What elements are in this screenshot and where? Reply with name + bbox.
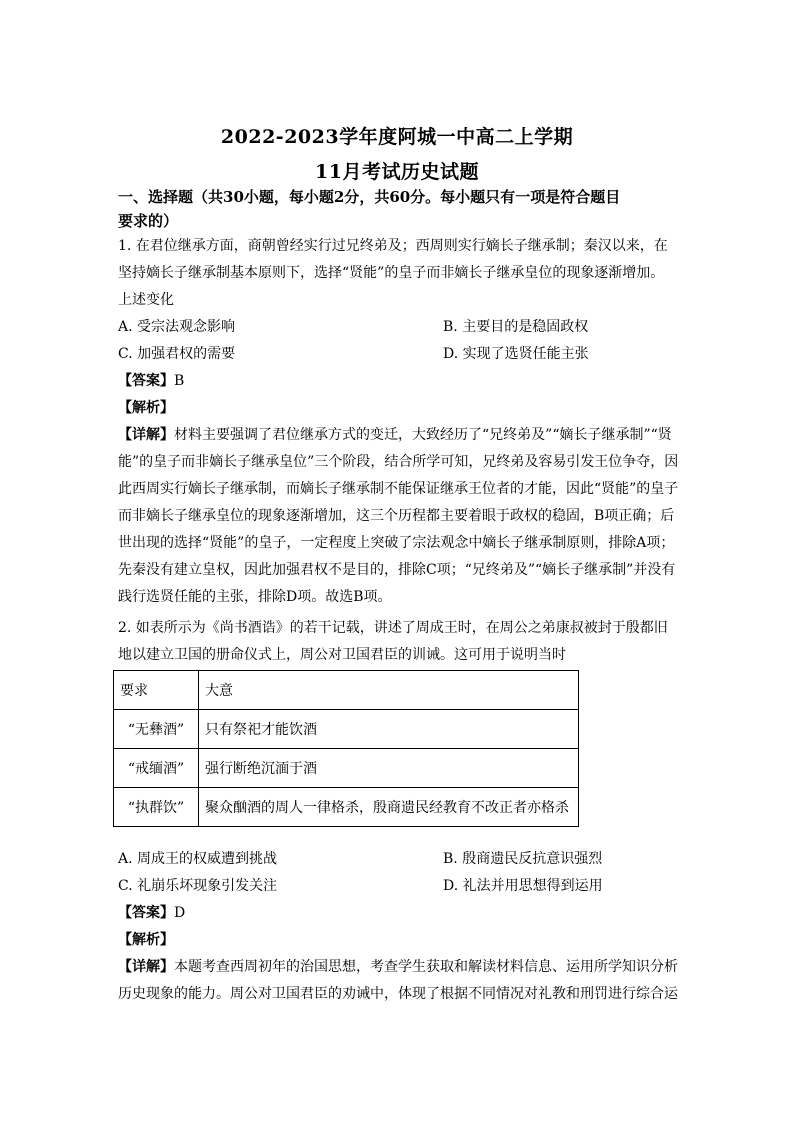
table-cell-requirement: “无彝酒”: [114, 710, 199, 749]
exam-title-line1: 2022-2023学年度阿城一中高二上学期: [220, 126, 574, 148]
table-header-meaning: 大意: [199, 671, 579, 710]
table-row: [114, 788, 579, 827]
q1-detail-line1: [118, 426, 683, 444]
q2-answer-label: 【答案】: [118, 905, 174, 921]
q1-detail-line5: 世出现的选择“贤能”的皇子，一定程度上突破了宗法观念中嫡长子继承制原则，排除A项；: [118, 535, 675, 551]
q2-stem-line1: 2. 如表所示为《尚书酒诰》的若干记载，讲述了周成王时，在周公之弟康叔被封于殷都旧: [118, 620, 668, 636]
q1-answer-value: B: [174, 373, 185, 389]
q1-detail-line7: 践行选贤任能的主张，排除D项。故选B项。: [118, 589, 392, 605]
table-row: [114, 749, 579, 788]
q2-detail-line2: 历史现象的能力。周公对卫国君臣的劝诫中，体现了根据不同情况对礼教和刑罚进行综合运: [118, 986, 678, 1002]
q1-detail-line3: 此西周实行嫡长子继承制，而嫡长子继承制不能保证继承王位者的才能，因此“贤能”的皇子: [118, 481, 679, 497]
q2-table: [113, 670, 579, 827]
table-cell-meaning: 聚众酗酒的周人一律格杀，殷商遗民经教育不改正者亦格杀: [199, 788, 579, 827]
q2-option-a[interactable]: A. 周成王的权威遭到挑战: [118, 851, 278, 867]
q2-detail-label: 【详解】: [118, 959, 174, 975]
q2-option-c[interactable]: C. 礼崩乐坏现象引发关注: [118, 878, 278, 894]
q2-option-d[interactable]: D. 礼法并用思想得到运用: [443, 878, 603, 894]
q1-detail-line2: 能”的皇子而非嫡长子继承皇位”三个阶段，结合所学可知，兄终弟及容易引发王位争夺，因: [118, 454, 679, 470]
q2-detail-text1: 本题考查西周初年的治国思想，考查学生获取和解读材料信息、运用所学知识分析: [174, 959, 678, 975]
q1-option-b[interactable]: B. 主要目的是稳固政权: [443, 319, 589, 335]
section-heading-line2: 要求的）: [118, 212, 179, 230]
table-header-requirement: 要求: [114, 671, 199, 710]
table-row: [114, 710, 579, 749]
q2-answer-value: D: [174, 905, 186, 921]
q1-option-d[interactable]: D. 实现了选贤任能主张: [443, 346, 589, 362]
q1-detail-line4: 而非嫡长子继承皇位的现象逐渐增加，这三个历程都主要着眼于政权的稳固，B项正确；后: [118, 508, 675, 524]
q1-detail-label: 【详解】: [118, 427, 174, 443]
table-cell-meaning: 强行断绝沉湎于酒: [199, 749, 579, 788]
table-cell-requirement: “执群饮”: [114, 788, 199, 827]
q1-detail-text1: 材料主要强调了君位继承方式的变迁，大致经历了“兄终弟及”“嫡长子继承制”“贤: [174, 427, 672, 443]
table-header-row: [114, 671, 579, 710]
q2-analysis-label: 【解析】: [118, 932, 174, 948]
q1-answer-line: [118, 372, 683, 390]
table-cell-meaning: 只有祭祀才能饮酒: [199, 710, 579, 749]
table-cell-requirement: “戒缅酒”: [114, 749, 199, 788]
q1-analysis-label: 【解析】: [118, 400, 174, 416]
q1-stem-line2: 坚持嫡长子继承制基本原则下，选择“贤能”的皇子而非嫡长子继承皇位的现象逐渐增加。: [118, 265, 665, 281]
q2-answer-line: [118, 904, 683, 922]
q1-stem-line3: 上述变化: [118, 292, 174, 308]
q2-detail-line1: [118, 958, 683, 976]
q1-option-a[interactable]: A. 受宗法观念影响: [118, 319, 236, 335]
q1-stem-line1: 1. 在君位继承方面，商朝曾经实行过兄终弟及；西周则实行嫡长子继承制；秦汉以来，在: [118, 238, 668, 254]
exam-title-line2: 11月考试历史试题: [315, 161, 479, 183]
q1-answer-label: 【答案】: [118, 373, 174, 389]
q2-option-b[interactable]: B. 殷商遗民反抗意识强烈: [443, 851, 603, 867]
section-heading-line1: 一、选择题（共30小题，每小题2分，共60分。每小题只有一项是符合题目: [118, 188, 621, 206]
q1-option-c[interactable]: C. 加强君权的需要: [118, 346, 236, 362]
q1-detail-line6: 先秦没有建立皇权，因此加强君权不是目的，排除C项；“兄终弟及”“嫡长子继承制”并没有: [118, 562, 676, 578]
q2-stem-line2: 地以建立卫国的册命仪式上，周公对卫国君臣的训诫。这可用于说明当时: [118, 647, 566, 663]
